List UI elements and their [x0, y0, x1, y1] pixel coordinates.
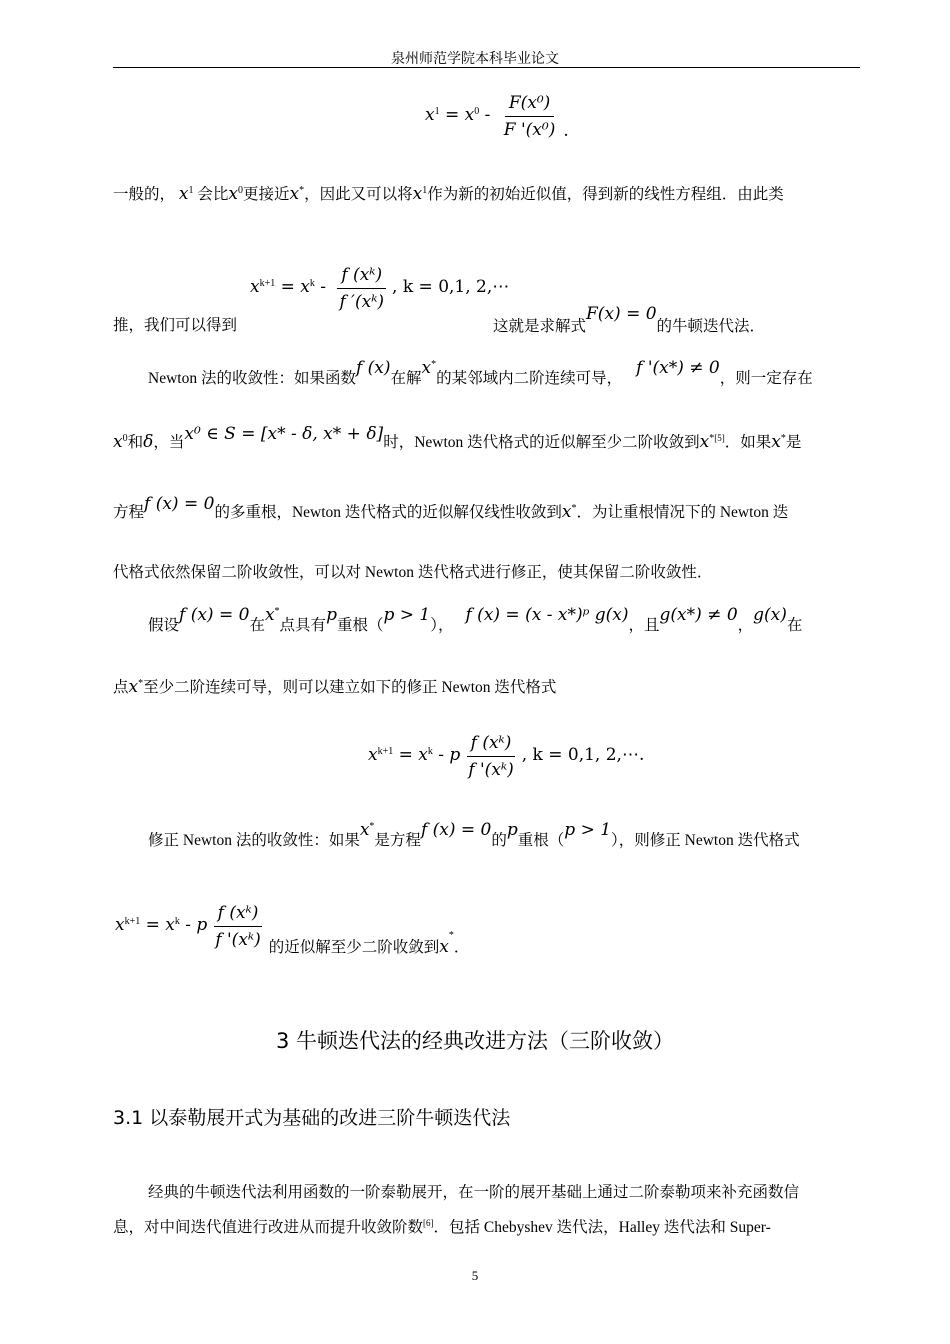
text: ，因此又可以将	[304, 186, 413, 203]
equation-modified-newton	[368, 732, 644, 781]
eq1-lhs: x	[425, 105, 435, 126]
header-rule	[113, 67, 860, 68]
sup: *	[431, 358, 437, 370]
sup: *	[780, 432, 786, 444]
eq4-numerator: f (xᵏ)	[214, 902, 263, 927]
sup: *	[448, 929, 454, 941]
eq2-mid: = x	[275, 277, 310, 298]
eq2-minus: -	[314, 277, 332, 298]
eq1-minus: -	[479, 105, 496, 126]
eq4-mid: = x	[140, 915, 175, 936]
text: 的牛顿迭代法．	[656, 318, 766, 335]
math-fprime-condition: f '(x*) ≠ 0	[636, 358, 720, 378]
eq1-denominator: F '(x⁰)	[503, 120, 556, 140]
text: ，	[737, 617, 754, 634]
math-fx-eq-0: f (x) = 0	[420, 820, 492, 840]
eq3-tail: , k = 0,1, 2,⋯.	[521, 745, 645, 766]
text: 重根（	[336, 617, 384, 634]
paragraph-line-3	[148, 358, 813, 387]
eq2-lhs-sup: k+1	[259, 277, 276, 289]
eq4-lhs: x	[115, 915, 125, 936]
eq3-mid-sup: k	[427, 745, 433, 757]
text: 会比	[197, 186, 229, 203]
paragraph-line-2	[113, 316, 237, 336]
eq4-mid-sup: k	[174, 915, 180, 927]
citation-6: [6]	[423, 1217, 434, 1228]
text: 方程	[113, 504, 145, 521]
math-x1: x	[412, 184, 423, 204]
text: 的近似解至少二阶收敛到	[268, 939, 440, 957]
eq1-mid: = x	[439, 105, 475, 126]
page-number: 5	[471, 1268, 479, 1283]
text: 修正 Newton 法的收敛性：如果	[148, 832, 360, 849]
eq3-minus-p: - p	[432, 745, 461, 766]
text: 在解	[390, 370, 422, 387]
text: 假设	[148, 617, 180, 634]
text: ．包括 Chebyshev 迭代法，Halley 迭代法和 Super-	[433, 1219, 771, 1236]
eq3-numerator: f (xᵏ)	[467, 732, 516, 757]
sup: *	[299, 184, 305, 196]
text: Newton 法的收敛性：如果函数	[148, 370, 356, 387]
eq2-lhs: x	[250, 277, 260, 298]
math-x0: x	[113, 432, 123, 452]
text: 在	[249, 617, 265, 634]
paragraph-line-9	[148, 820, 800, 849]
math-x0: x	[228, 184, 238, 204]
math-xstar: x	[561, 502, 572, 522]
eq1-numerator: F(x⁰)	[505, 92, 554, 117]
math-xstar: x	[289, 184, 300, 204]
text: ），	[430, 617, 454, 634]
eq4-denominator: f '(xᵏ)	[215, 930, 261, 950]
math-xstar: x	[264, 605, 275, 625]
math-fx-eq-0: f (x) = 0	[179, 605, 250, 625]
math-p: p	[326, 605, 337, 625]
sup: 1	[188, 184, 194, 196]
equation-newton-iteration	[250, 264, 509, 313]
eq4-fraction	[211, 902, 264, 951]
math-gx: g(x)	[753, 605, 787, 625]
paragraph-line-4	[113, 424, 802, 453]
equation-newton-step	[425, 92, 569, 141]
eq2-mid-sup: k	[309, 277, 315, 289]
sup: 0	[122, 432, 128, 444]
math-x1: x	[178, 184, 189, 204]
sup: 1	[422, 184, 428, 196]
eq1-mid-sup: 0	[474, 105, 480, 117]
equation-modified-newton-inline	[115, 902, 470, 958]
text: 推，我们可以得到	[113, 317, 238, 334]
text: 的多重根，Newton 迭代格式的近似解仅线性收敛到	[214, 504, 562, 521]
math-factorization: f (x) = (x - x*)ᵖ g(x)	[465, 605, 629, 625]
text: ．为让重根情况下的 Newton 迭	[576, 504, 789, 521]
eq2-tail: , k = 0,1, 2,⋯	[392, 277, 510, 298]
math-g-condition: g(x*) ≠ 0	[659, 605, 738, 625]
text: 的某邻域内二阶连续可导，	[436, 370, 623, 387]
section-title: 3 牛顿迭代法的经典改进方法（三阶收敛）	[275, 1029, 675, 1053]
text: 和	[127, 434, 144, 451]
sup: *	[709, 432, 715, 444]
subsection-title: 3.1 以泰勒展开式为基础的改进三阶牛顿迭代法	[113, 1107, 511, 1129]
text: ．	[453, 939, 470, 957]
math-xstar: x	[421, 358, 432, 378]
math-xstar: x	[699, 432, 710, 452]
eq2-denominator: f ′(xᵏ)	[339, 292, 385, 312]
eq3-lhs: x	[368, 745, 378, 766]
text: 点具有	[279, 617, 327, 634]
math-fx: f (x)	[355, 358, 391, 378]
math-xstar: x	[128, 677, 139, 697]
text: 至少二阶连续可导，则可以建立如下的修正 Newton 迭代格式	[143, 679, 557, 696]
text: ，且	[628, 617, 660, 634]
text: 更接近	[242, 186, 290, 203]
eq1-lhs-sup: 1	[434, 105, 440, 117]
text: 重根（	[517, 832, 565, 849]
text: 代格式依然保留二阶收敛性，可以对 Newton 迭代格式进行修正，使其保留二阶收敛性．	[113, 564, 713, 581]
paragraph-line-11	[113, 1218, 771, 1238]
text: 在	[786, 617, 803, 634]
text: 一般的，	[113, 186, 176, 203]
text: ），则修正 Newton 迭代格式	[611, 832, 800, 849]
paragraph-line-1	[113, 184, 784, 205]
text: ．如果	[724, 434, 772, 451]
eq2-fraction	[335, 264, 388, 313]
paragraph-line-6	[113, 563, 712, 583]
eq4-lhs-sup: k+1	[124, 915, 141, 927]
eq4-minus-p: - p	[179, 915, 208, 936]
math-xstar: x	[439, 937, 449, 958]
paragraph-line-10: 经典的牛顿迭代法利用函数的一阶泰勒展开，在一阶的展开基础上通过二阶泰勒项来补充函数信	[148, 1184, 800, 1201]
math-p-gt-1: p > 1	[564, 820, 612, 840]
math-xstar: x	[771, 432, 781, 452]
math-interval: x⁰ ∈ S = [x* - δ, x* + δ]	[184, 424, 384, 444]
math-xstar: x	[359, 820, 370, 840]
sup: *	[138, 677, 144, 689]
eq3-denominator: f '(xᵏ)	[468, 760, 514, 780]
math-Fx-eq-0: F(x) = 0	[586, 304, 657, 324]
text: 是	[785, 434, 802, 451]
page-header-title: 泉州师范学院本科毕业论文	[391, 51, 559, 67]
paragraph-line-2b	[493, 304, 766, 335]
text: 息，对中间迭代值进行改进从而提升收敛阶数	[113, 1219, 424, 1236]
math-fx-eq-0: f (x) = 0	[144, 494, 215, 514]
text: 的	[491, 832, 507, 849]
text: ，则一定存在	[719, 370, 813, 387]
eq2-numerator: f (xᵏ)	[337, 264, 386, 289]
math-p: p	[506, 820, 518, 840]
text: 作为新的初始近似值，得到新的线性方程组．由此类	[427, 186, 784, 203]
text: ，当	[153, 434, 185, 451]
eq3-lhs-sup: k+1	[377, 745, 394, 757]
text: 这就是求解式	[493, 318, 587, 335]
paragraph-line-5	[113, 494, 789, 523]
paragraph-line-8	[113, 677, 556, 698]
math-p-gt-1: p > 1	[383, 605, 431, 625]
sup: 0	[237, 184, 243, 196]
text: 时，Newton 迭代格式的近似解至少二阶收敛到	[383, 434, 700, 451]
sup: *	[274, 605, 280, 617]
citation-5: [5]	[714, 432, 725, 443]
math-delta: δ	[143, 432, 154, 452]
paragraph-line-7	[148, 605, 803, 634]
eq3-fraction	[464, 732, 517, 781]
sup: *	[571, 502, 577, 514]
text: 点	[113, 679, 129, 696]
eq1-period: .	[563, 121, 569, 142]
sup: *	[369, 820, 375, 832]
eq3-mid: = x	[393, 745, 428, 766]
text: 是方程	[374, 832, 421, 849]
eq1-fraction	[500, 92, 560, 141]
